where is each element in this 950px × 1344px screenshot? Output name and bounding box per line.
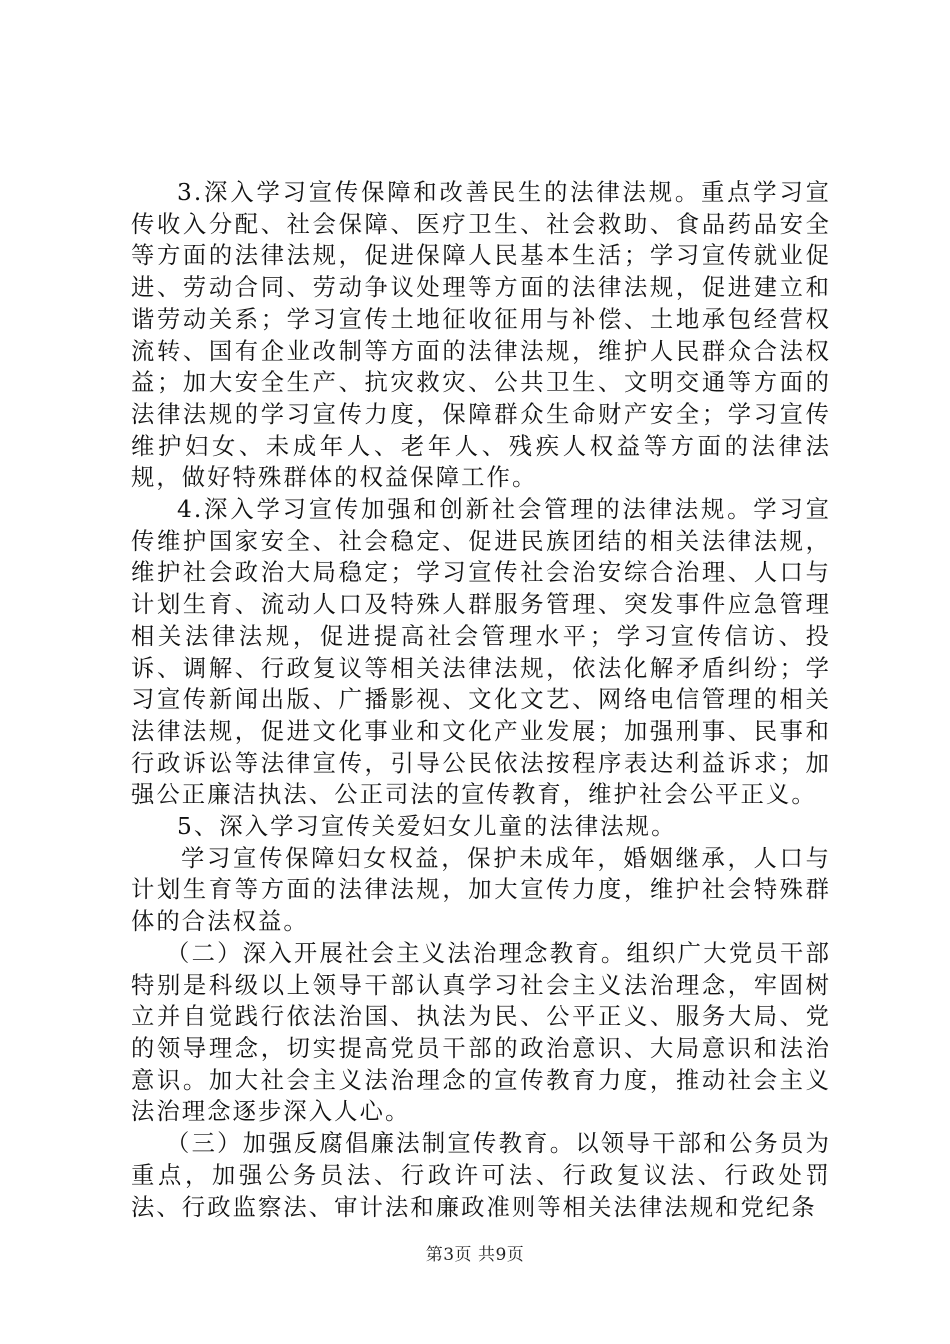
paragraph-item-4: 4.深入学习宣传加强和创新社会管理的法律法规。学习宣传维护国家安全、社会稳定、促进民族团结的相关法律法规，维护社会政治大局稳定；学习宣传社会治安综合治理、人口与计划生育、流动人口及特殊人群服务管理、突发事件应急管理相关法律法规，促进提高社会管理水平；学习宣传信访、投诉、调解、行政复议等相关法律法规，依法化解矛盾纠纷；学习宣传新闻出版、广播影视、文化文艺、网络电信管理的相关法律法规，促进文化事业和文化产业发展；加强刑事、民事和行政诉讼等法律宣传，引导公民依法按程序表达利益诉求；加强公正廉洁执法、公正司法的宣传教育，维护社会公平正义。 xyxy=(131,496,831,809)
paragraph-item-5-body: 学习宣传保障妇女权益，保护未成年，婚姻继承，人口与计划生育等方面的法律法规，加大宣传力度，维护社会特殊群体的合法权益。 xyxy=(131,844,831,936)
paragraph-item-3: 3.深入学习宣传保障和改善民生的法律法规。重点学习宣传收入分配、社会保障、医疗卫生、社会救助、食品药品安全等方面的法律法规，促进保障人民基本生活；学习宣传就业促进、劳动合同、劳动争议处理等方面的法律法规，促进建立和谐劳动关系；学习宣传土地征收征用与补偿、土地承包经营权流转、国有企业改制等方面的法律法规，维护人民群众合法权益；加大安全生产、抗灾救灾、公共卫生、文明交通等方面的法律法规的学习宣传力度，保障群众生命财产安全；学习宣传维护妇女、未成年人、老年人、残疾人权益等方面的法律法规，做好特殊群体的权益保障工作。 xyxy=(131,179,831,492)
paragraph-section-2: （二）深入开展社会主义法治理念教育。组织广大党员干部特别是科级以上领导干部认真学习社会主义法治理念，牢固树立并自觉践行依法治国、执法为民、公平正义、服务大局、党的领导理念，切实提高党员干部的政治意识、大局意识和法治意识。加大社会主义法治理念的宣传教育力度，推动社会主义法治理念逐步深入人心。 xyxy=(131,939,831,1126)
page-number-footer: 第3页 共9页 xyxy=(425,1245,525,1265)
paragraph-section-3: （三）加强反腐倡廉法制宣传教育。以领导干部和公务员为重点，加强公务员法、行政许可法、行政复议法、行政处罚法、行政监察法、审计法和廉政准则等相关法律法规和党纪条 xyxy=(131,1130,831,1221)
paragraph-item-5-heading: 5、深入学习宣传关爱妇女儿童的法律法规。 xyxy=(177,813,677,841)
document-body xyxy=(131,177,831,1223)
